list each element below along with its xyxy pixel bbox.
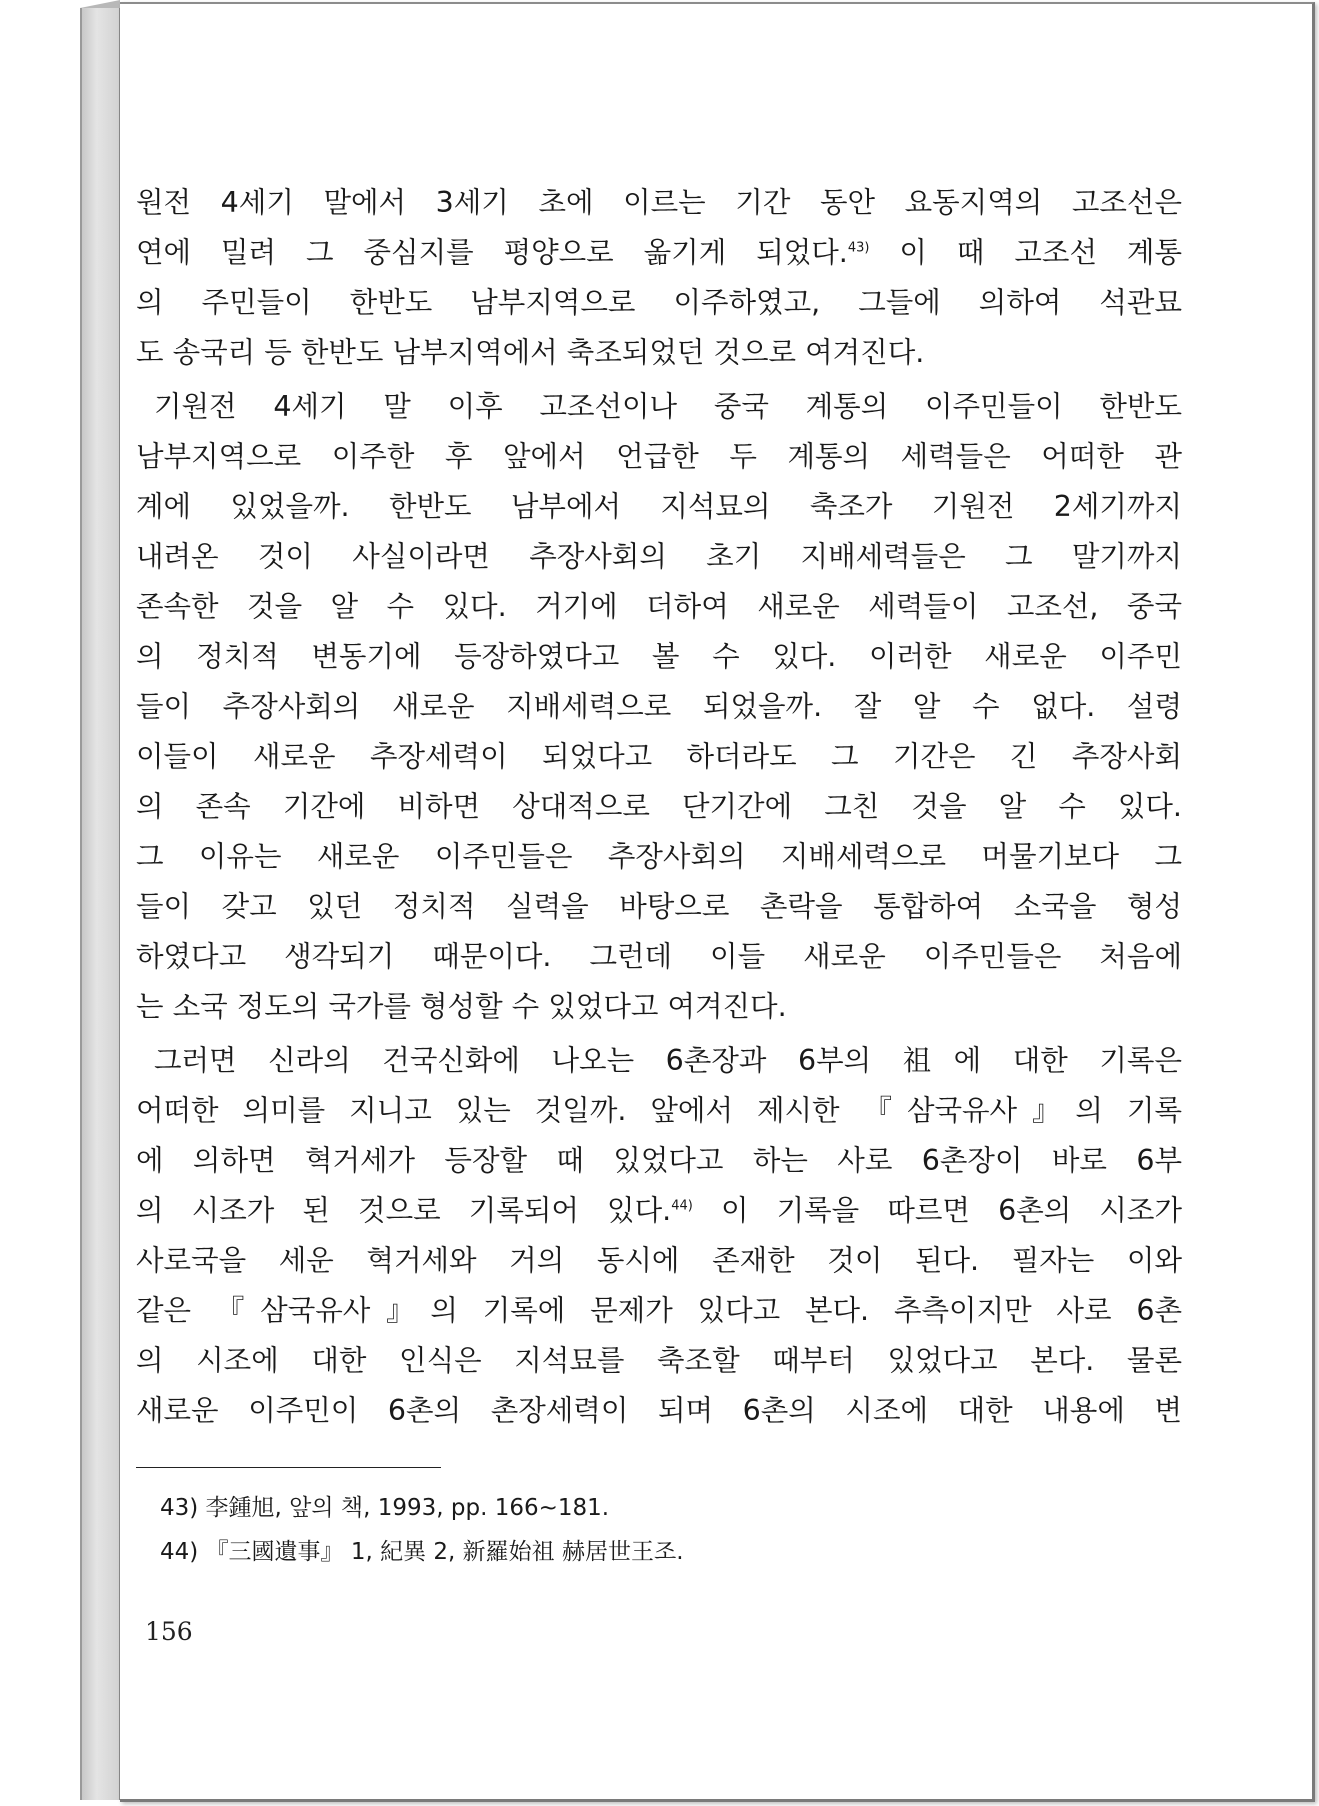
book-spine [80,8,120,1800]
text-line: 그러면 신라의 건국신화에 나오는 6촌장과 6부의 祖에 대한 기록은 [154,1044,1182,1077]
text-line: 원전 4세기 말에서 3세기 초에 이르는 기간 동안 요동지역의 고조선은 [136,186,1182,219]
text-line: 남부지역으로 이주한 후 앞에서 언급한 두 계통의 세력들은 어떠한 관 [136,440,1182,473]
text-line-with-footnote [136,228,1182,278]
body-text [136,178,1182,1440]
text-segment: 연에 밀려 그 중심지를 평양으로 옮기게 되었다. [136,236,848,269]
text-line: 그 이유는 새로운 이주민들은 추장사회의 지배세력으로 머물기보다 그 [136,840,1182,873]
paragraph-3 [136,1036,1182,1436]
paragraph-1 [136,178,1182,378]
text-line: 기원전 4세기 말 이후 고조선이나 중국 계통의 이주민들이 한반도 [154,390,1182,423]
text-line: 들이 추장사회의 새로운 지배세력으로 되었을까. 잘 알 수 없다. 설령 [136,690,1182,723]
text-line: 의 주민들이 한반도 남부지역으로 이주하였고, 그들에 의하여 석관묘 [136,286,1182,319]
text-line: 에 의하면 혁거세가 등장할 때 있었다고 하는 사로 6촌장이 바로 6부 [136,1144,1182,1177]
text-line: 하였다고 생각되기 때문이다. 그런데 이들 새로운 이주민들은 처음에 [136,940,1182,973]
footnote-43: 43) 李鍾旭, 앞의 책, 1993, pp. 166~181. [160,1495,610,1521]
footnote-ref-43[interactable]: 43) [847,240,870,256]
page-number: 156 [145,1617,193,1646]
text-line: 새로운 이주민이 6촌의 촌장세력이 되며 6촌의 시조에 대한 내용에 변 [136,1394,1182,1427]
footnote-ref-44[interactable]: 44) [671,1198,693,1214]
text-segment: 의 시조가 된 것으로 기록되어 있다. [136,1194,672,1227]
text-line-with-footnote [136,1186,1182,1236]
text-line: 의 시조에 대한 인식은 지석묘를 축조할 때부터 있었다고 본다. 물론 [136,1344,1182,1377]
text-segment: 이 기록을 따르면 6촌의 시조가 [692,1194,1182,1227]
footnote-divider [136,1467,441,1468]
text-line: 어떠한 의미를 지니고 있는 것일까. 앞에서 제시한 『삼국유사』의 기록 [136,1094,1182,1127]
text-line: 내려온 것이 사실이라면 추장사회의 초기 지배세력들은 그 말기까지 [136,540,1182,573]
text-line: 의 존속 기간에 비하면 상대적으로 단기간에 그친 것을 알 수 있다. [136,790,1182,823]
text-line: 이들이 새로운 추장세력이 되었다고 하더라도 그 기간은 긴 추장사회 [136,740,1182,773]
footnote-44: 44) 『三國遺事』 1, 紀異 2, 新羅始祖 赫居世王조. [160,1539,684,1565]
text-line: 의 정치적 변동기에 등장하였다고 볼 수 있다. 이러한 새로운 이주민 [136,640,1182,673]
text-line: 존속한 것을 알 수 있다. 거기에 더하여 새로운 세력들이 고조선, 중국 [136,590,1182,623]
text-segment: 이 때 고조선 계통 [869,236,1182,269]
text-line: 계에 있었을까. 한반도 남부에서 지석묘의 축조가 기원전 2세기까지 [136,490,1182,523]
footnotes [160,1486,684,1574]
paragraph-2 [136,382,1182,1032]
text-line: 사로국을 세운 혁거세와 거의 동시에 존재한 것이 된다. 필자는 이와 [136,1244,1182,1277]
text-line: 들이 갖고 있던 정치적 실력을 바탕으로 촌락을 통합하여 소국을 형성 [136,890,1182,923]
text-line: 는 소국 정도의 국가를 형성할 수 있었다고 여겨진다. [136,990,787,1023]
text-line: 도 송국리 등 한반도 남부지역에서 축조되었던 것으로 여겨진다. [136,336,925,369]
text-line: 같은 『삼국유사』의 기록에 문제가 있다고 본다. 추측이지만 사로 6촌 [136,1294,1182,1327]
